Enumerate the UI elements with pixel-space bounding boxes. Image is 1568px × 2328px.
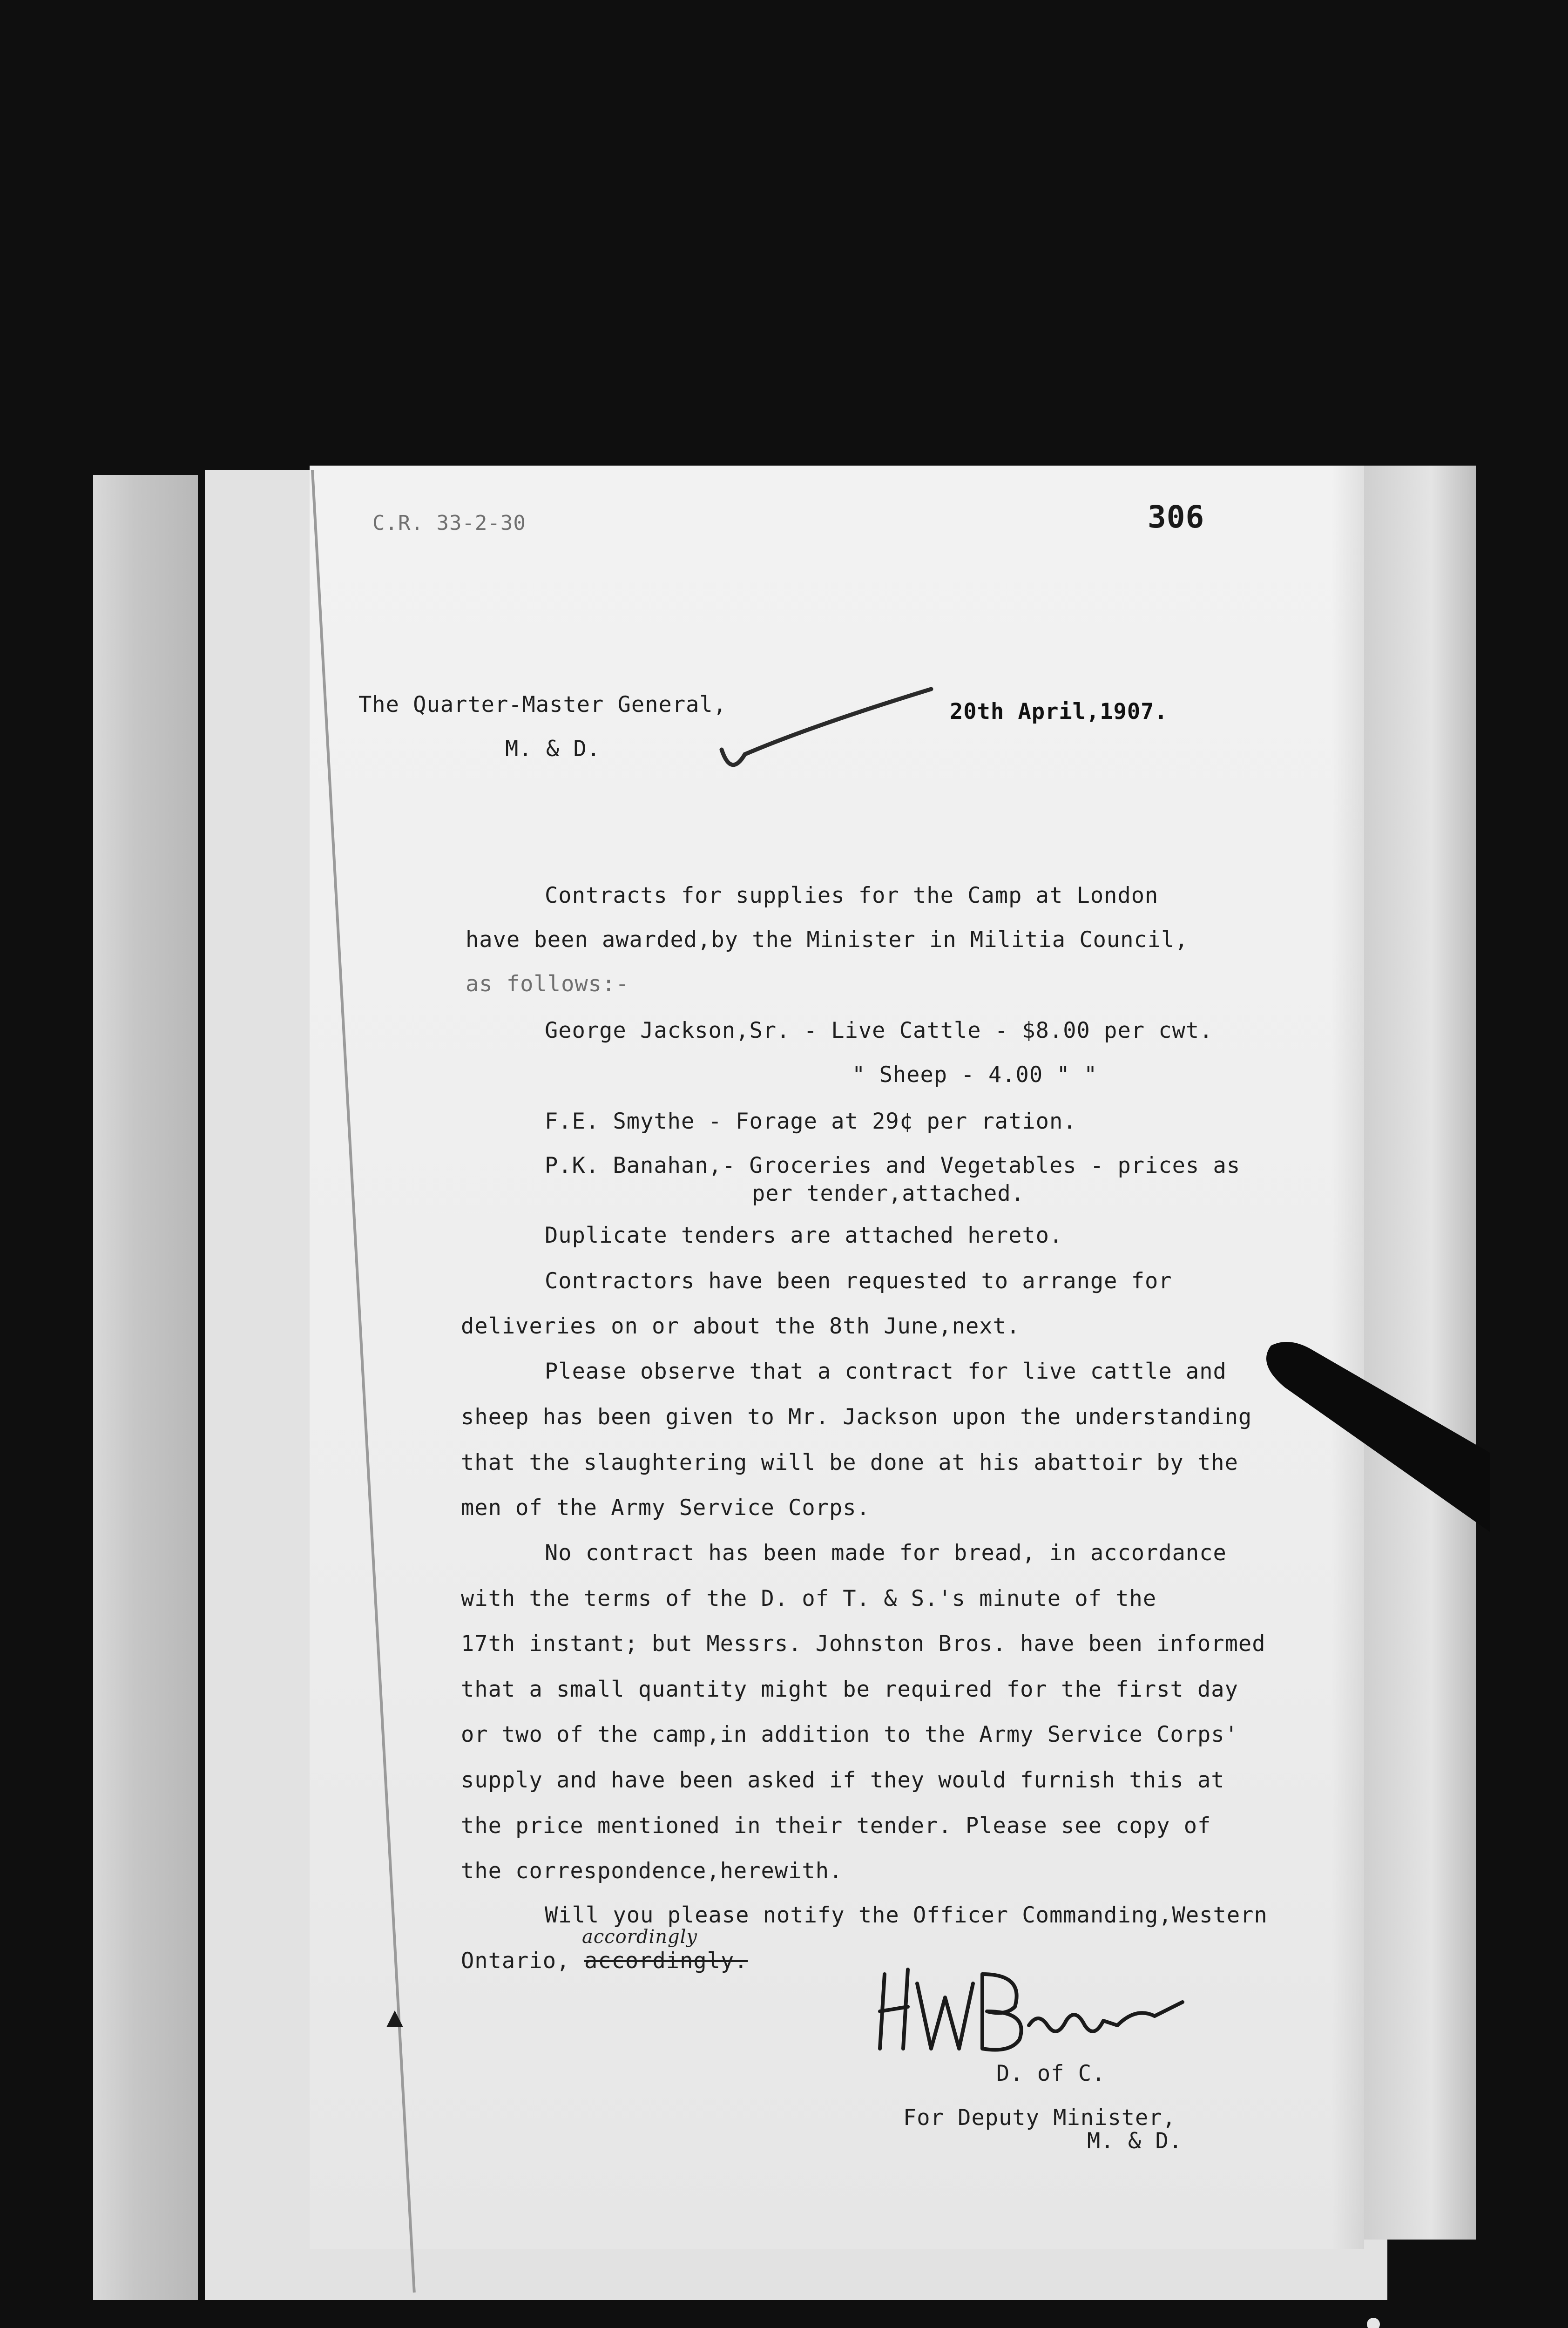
body-line: or two of the camp,in addition to the Army Service Corps' bbox=[461, 1722, 1238, 1747]
contract-line: " Sheep - 4.00 " " bbox=[852, 1062, 1098, 1088]
signoff-line: M. & D. bbox=[1087, 2128, 1183, 2154]
signoff-line: For Deputy Minister, bbox=[903, 2105, 1176, 2131]
pen-check-mark bbox=[717, 684, 940, 787]
body-line: Please observe that a contract for live cattle and bbox=[545, 1359, 1227, 1384]
body-line: the price mentioned in their tender. Please see copy of bbox=[461, 1813, 1211, 1839]
body-line: Ontario, bbox=[461, 1948, 570, 1974]
film-speck bbox=[1364, 2314, 1383, 2328]
contract-line: F.E. Smythe - Forage at 29¢ per ration. bbox=[545, 1109, 1077, 1134]
body-line: that a small quantity might be required for the first day bbox=[461, 1677, 1238, 1702]
addressee-line-1: The Quarter-Master General, bbox=[358, 692, 727, 717]
body-line: 17th instant; but Messrs. Johnston Bros. have been informed bbox=[461, 1631, 1266, 1657]
body-line: the correspondence,herewith. bbox=[461, 1858, 843, 1884]
body-line: Duplicate tenders are attached hereto. bbox=[545, 1223, 1063, 1248]
body-line: No contract has been made for bread, in accordance bbox=[545, 1540, 1227, 1566]
body-line: as follows:- bbox=[466, 971, 629, 997]
file-reference: C.R. 33-2-30 bbox=[372, 511, 526, 535]
addressee-line-2: M. & D. bbox=[505, 736, 601, 762]
margin-mark-icon bbox=[385, 2010, 404, 2028]
body-line: sheep has been given to Mr. Jackson upon the understanding bbox=[461, 1404, 1252, 1430]
contract-line: P.K. Banahan,- Groceries and Vegetables - prices as bbox=[545, 1153, 1241, 1178]
struck-word: accordingly. bbox=[584, 1948, 748, 1974]
body-line: that the slaughtering will be done at his abattoir by the bbox=[461, 1450, 1238, 1475]
contract-line: per tender,attached. bbox=[752, 1181, 1025, 1206]
pointer-object bbox=[1257, 1336, 1490, 1560]
body-line: men of the Army Service Corps. bbox=[461, 1495, 870, 1521]
handwritten-insert: accordingly bbox=[582, 1926, 698, 1948]
body-line: Contracts for supplies for the Camp at London bbox=[545, 883, 1159, 908]
body-line: Contractors have been requested to arrange for bbox=[545, 1268, 1172, 1294]
film-strip-left bbox=[93, 475, 198, 2300]
body-line: with the terms of the D. of T. & S.'s minute of the bbox=[461, 1586, 1157, 1611]
signoff-title: D. of C. bbox=[996, 2061, 1106, 2086]
body-line: have been awarded,by the Minister in Militia Council, bbox=[466, 927, 1189, 953]
body-line: deliveries on or about the 8th June,next. bbox=[461, 1313, 1021, 1339]
handwritten-signature bbox=[875, 1956, 1192, 2058]
letter-date: 20th April,1907. bbox=[950, 699, 1168, 724]
body-line: supply and have been asked if they would furnish this at bbox=[461, 1767, 1225, 1793]
body-line: Will you please notify the Officer Commanding,Western bbox=[545, 1902, 1268, 1928]
page-number: 306 bbox=[1148, 499, 1205, 535]
contract-line: George Jackson,Sr. - Live Cattle - $8.00 per cwt. bbox=[545, 1018, 1213, 1043]
